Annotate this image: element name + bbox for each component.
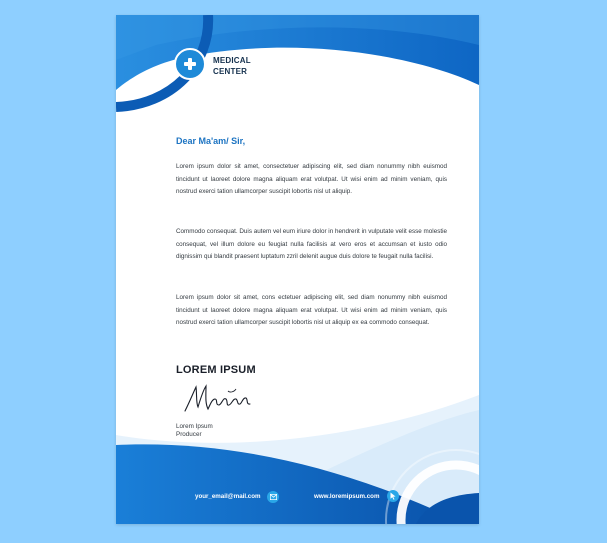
- decorative-background: [116, 15, 479, 524]
- signoff-name: LOREM IPSUM: [176, 364, 256, 376]
- salutation: Dear Ma'am/ Sir,: [176, 136, 246, 146]
- signer-name: Lorem Ipsum: [176, 423, 213, 430]
- letterhead-page: [116, 15, 479, 524]
- logo-line1: MEDICAL: [213, 56, 251, 65]
- handwritten-signature: [182, 377, 252, 419]
- logo-line2: CENTER: [213, 67, 248, 76]
- signer-role: Producer: [176, 431, 202, 438]
- paragraph-1: Lorem ipsum dolor sit amet, consectetuer adipiscing elit, sed diam nonummy nibh euismod tincidunt ut laoreet dolore magna aliquam erat volutpat. Ut wisi enim ad minim veniam, quis nostrud exerci tation ullamcorper suscipit lobortis nisl ut aliquip.: [176, 163, 447, 196]
- footer-email[interactable]: your_email@mail.com: [195, 493, 261, 500]
- logo-text: [213, 55, 251, 77]
- paragraph-3: Lorem ipsum dolor sit amet, cons ectetuer adipiscing elit, sed diam nonummy nibh euismod tincidunt ut laoreet dolore magna aliquam erat volutpat. Ut wisi enim ad minim veniam, quis nostrud exerci tation ullamcorper suscipit lobortis nisl ut aliquip ex ea commodo consequat.: [176, 294, 447, 327]
- footer-website[interactable]: www.loremipsum.com: [314, 493, 380, 500]
- paragraph-2: Commodo consequat. Duis autem vel eum iriure dolor in hendrerit in vulputate velit esse molestie consequat, vel illum dolore eu feugiat nulla facilisis at vero eros et accumsan et iusto odio dignissim qui blandit praesent luptatum zzril delenit augue duis dolore te feugait nulla facilisi.: [176, 228, 447, 261]
- mail-icon: [267, 491, 279, 503]
- medical-cross-icon: [183, 57, 197, 71]
- cursor-icon: [387, 490, 399, 502]
- logo-badge: [174, 48, 206, 80]
